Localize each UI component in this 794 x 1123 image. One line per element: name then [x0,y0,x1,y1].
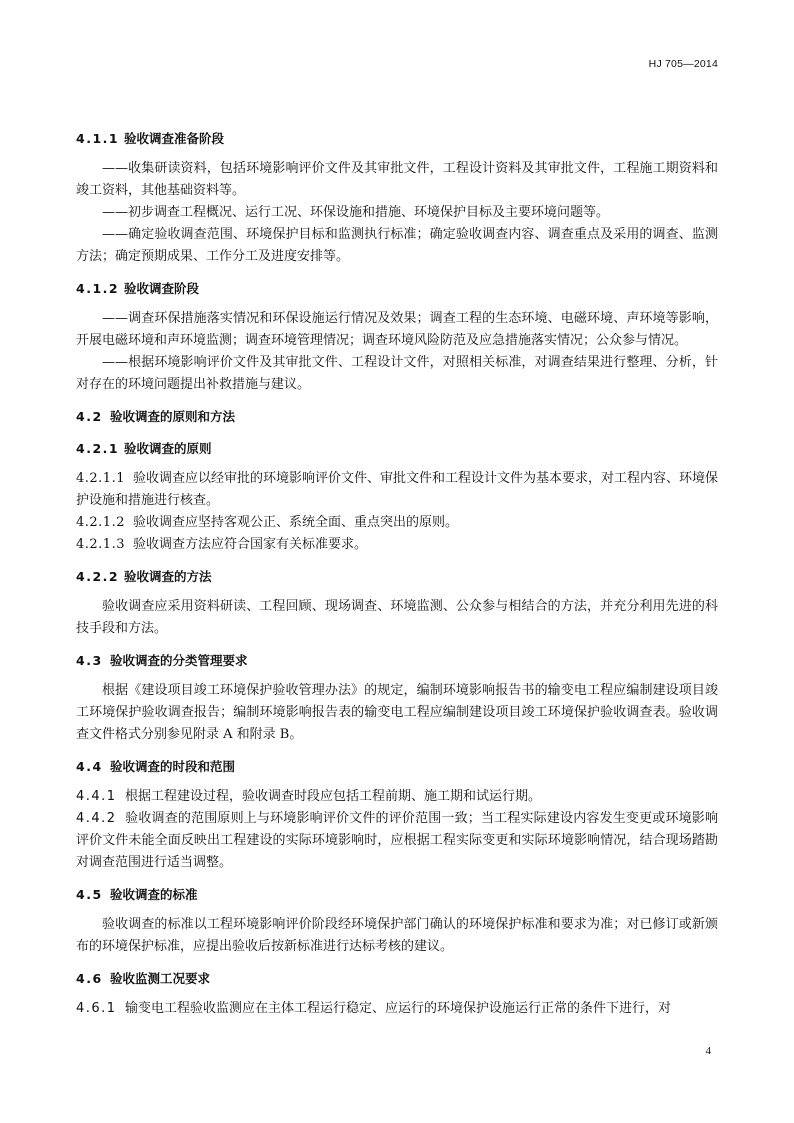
section-title: 验收调查的原则 [124,441,212,456]
section-title: 验收调查的方法 [124,569,212,584]
standard-code-header: HJ 705—2014 [648,58,718,70]
section-4-2-1-heading [76,438,718,460]
clause-text: 验收调查的范围原则上与环境影响评价文件的评价范围一致；当工程实际建设内容发生变更或环境影响评价文件未能全面反映出工程建设的实际环境影响时，应根据工程实际变更和实际环境影响情况，结合现场踏勘对调查范围进行适当调整。 [76,811,718,870]
numbered-clause [76,534,718,556]
section-4-1-1-heading [76,128,718,150]
numbered-clause [76,468,718,512]
numbered-clause [76,512,718,534]
section-number: 4.2.2 [76,569,120,584]
section-number: 4.5 [76,887,103,902]
section-title: 验收调查的时段和范围 [110,759,236,774]
clause-text: 验收调查应坚持客观公正、系统全面、重点突出的原则。 [133,515,459,530]
clause-text: 输变电工程验收监测应在主体工程运行稳定、应运行的环境保护设施运行正常的条件下进行，对 [125,1001,672,1016]
section-title: 验收调查的原则和方法 [110,409,236,424]
paragraph: ——确定验收调查范围、环境保护目标和监测执行标准；确定验收调查内容、调查重点及采用的调查、监测方法；确定预期成果、工作分工及进度安排等。 [76,227,718,264]
section-number: 4.1.1 [76,131,120,146]
section-title: 验收调查准备阶段 [124,131,225,146]
section-title: 验收调查的分类管理要求 [110,653,248,668]
clause-number: 4.2.1.1 [76,471,125,486]
section-4-2-heading [76,406,718,428]
section-number: 4.2 [76,409,103,424]
paragraph: 根据《建设项目竣工环境保护验收管理办法》的规定，编制环境影响报告书的输变电工程应编制建设项目竣工环境保护验收调查报告；编制环境影响报告表的输变电工程应编制建设项目竣工环境保护验收调查表。验收调查文件格式分别参见附录 A 和附录 B。 [76,683,718,742]
section-4-5-heading [76,884,718,906]
section-number: 4.4 [76,759,103,774]
clause-number: 4.6.1 [76,1001,117,1016]
clause-text: 根据工程建设过程，验收调查时段应包括工程前期、施工期和试运行期。 [125,789,542,804]
section-number: 4.1.2 [76,281,120,296]
section-number: 4.2.1 [76,441,120,456]
paragraph: 验收调查的标准以工程环境影响评价阶段经环境保护部门确认的环境保护标准和要求为准；对已修订或新颁布的环境保护标准，应提出验收后按新标准进行达标考核的建议。 [76,917,718,954]
clause-number: 4.4.1 [76,789,117,804]
page-number: 4 [705,1045,711,1057]
numbered-clause [76,786,718,808]
section-4-2-2-heading [76,566,718,588]
section-number: 4.6 [76,971,103,986]
clause-text: 验收调查应以经审批的环境影响评价文件、审批文件和工程设计文件为基本要求，对工程内容、环境保护设施和措施进行核查。 [76,471,719,508]
numbered-clause [76,998,718,1020]
clause-text: 验收调查方法应符合国家有关标准要求。 [133,537,368,552]
section-4-4-heading [76,756,718,778]
numbered-clause [76,808,718,874]
section-number: 4.3 [76,653,103,668]
section-title: 验收调查的标准 [110,887,198,902]
section-4-1-2-heading [76,278,718,300]
clause-number: 4.4.2 [76,811,117,826]
section-4-6-heading [76,968,718,990]
clause-number: 4.2.1.3 [76,537,125,552]
section-title: 验收监测工况要求 [110,971,211,986]
paragraph: ——初步调查工程概况、运行工况、环保设施和措施、环境保护目标及主要环境问题等。 [102,205,610,220]
page-content [76,128,718,1020]
paragraph: ——调查环保措施落实情况和环保设施运行情况及效果；调查工程的生态环境、电磁环境、声环境等影响，开展电磁环境和声环境监测；调查环境管理情况；调查环境风险防范及应急措施落实情况；公众参与情况。 [76,311,718,348]
section-title: 验收调查阶段 [124,281,200,296]
paragraph: 验收调查应采用资料研读、工程回顾、现场调查、环境监测、公众参与相结合的方法，并充分利用先进的科技手段和方法。 [76,599,718,636]
paragraph: ——收集研读资料，包括环境影响评价文件及其审批文件，工程设计资料及其审批文件，工程施工期资料和竣工资料，其他基础资料等。 [76,161,718,198]
section-4-3-heading [76,650,718,672]
clause-number: 4.2.1.2 [76,515,125,530]
paragraph: ——根据环境影响评价文件及其审批文件、工程设计文件，对照相关标准，对调查结果进行整理、分析，针对存在的环境问题提出补救措施与建议。 [76,355,718,392]
